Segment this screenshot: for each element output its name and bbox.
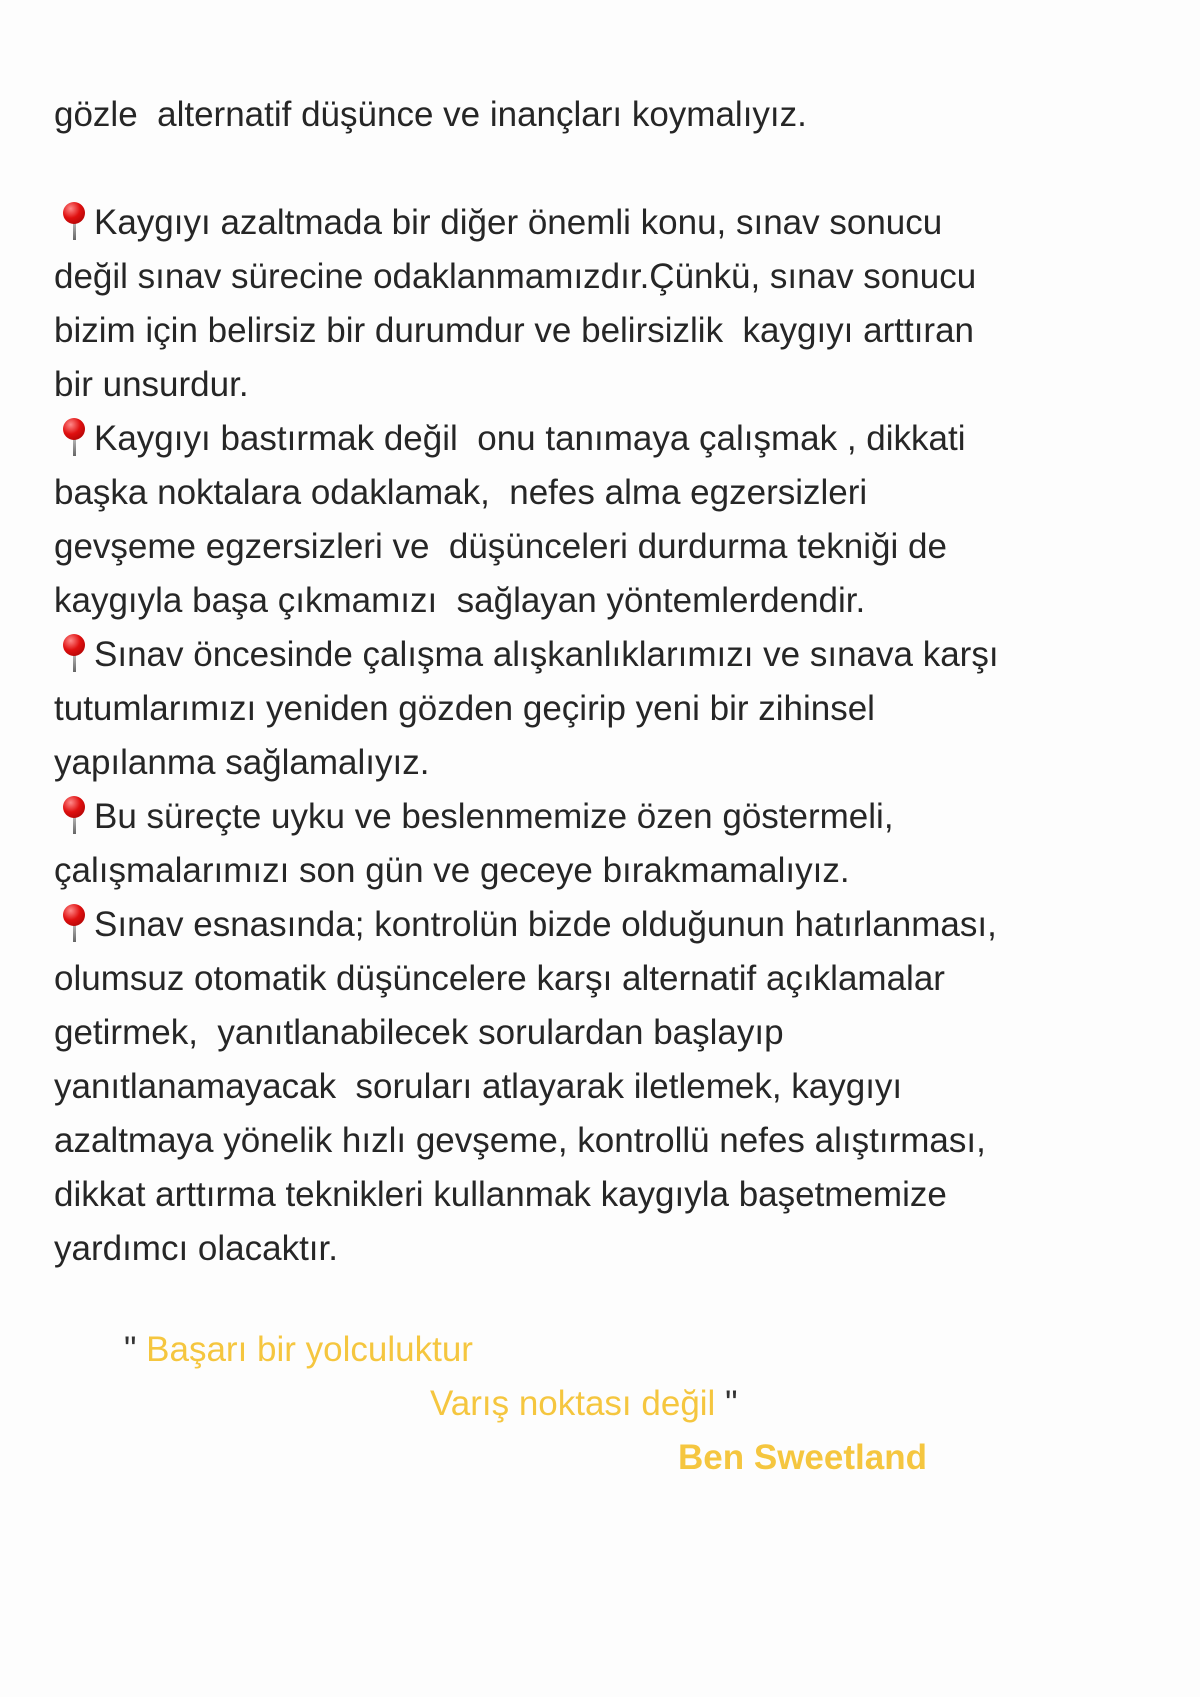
pushpin-icon [54,416,94,456]
text-line [54,736,1174,790]
text-line [54,682,1174,736]
line-text: yanıtlanamayacak soruları atlayarak iletlemek, kaygıyı [54,1067,903,1106]
pushpin-icon [54,902,94,942]
line-text: yapılanma sağlamalıyız. [54,743,430,782]
paragraph [54,88,1174,142]
paragraph [54,628,1174,790]
text-line [54,520,1174,574]
line-text: getirmek, yanıtlanabilecek sorulardan başlayıp [54,1013,784,1052]
line-text: olumsuz otomatik düşüncelere karşı alternatif açıklamalar [54,959,945,998]
quote-text-1: Başarı bir yolculuktur [146,1330,473,1369]
line-text: çalışmalarımızı son gün ve geceye bırakmamalıyız. [54,851,850,890]
line-text: dikkat arttırma teknikleri kullanmak kaygıyla başetmemize [54,1175,947,1214]
quote-text-2: Varış noktası değil [430,1384,716,1423]
text-line [54,898,1174,952]
line-text: değil sınav sürecine odaklanmamızdır.Çünkü, sınav sonucu [54,257,977,296]
document-body [54,88,1174,1276]
line-text: Bu süreçte uyku ve beslenmemize özen göstermeli, [94,797,894,836]
line-text: başka noktalara odaklamak, nefes alma egzersizleri [54,473,868,512]
line-text: azaltmaya yönelik hızlı gevşeme, kontrollü nefes alıştırması, [54,1121,986,1160]
text-line [54,1168,1174,1222]
line-text: Kaygıyı azaltmada bir diğer önemli konu, sınav sonucu [94,203,943,242]
text-line [54,88,1174,142]
text-line [54,412,1174,466]
line-text: bir unsurdur. [54,365,249,404]
text-line [54,844,1174,898]
text-line [54,250,1174,304]
text-line [54,196,1174,250]
text-line [54,358,1174,412]
line-text: Sınav esnasında; kontrolün bizde olduğunun hatırlanması, [94,905,997,944]
paragraph [54,898,1174,1276]
text-line [54,628,1174,682]
line-text: Sınav öncesinde çalışma alışkanlıklarımızı ve sınava karşı [94,635,999,674]
quote-close-mark: " [715,1384,738,1423]
line-text: gevşeme egzersizleri ve düşünceleri durdurma tekniği de [54,527,947,566]
text-line [54,952,1174,1006]
text-line [54,1006,1174,1060]
line-text: bizim için belirsiz bir durumdur ve belirsizlik kaygıyı arttıran [54,311,974,350]
line-text: tutumlarımızı yeniden gözden geçirip yeni bir zihinsel [54,689,875,728]
quote-author: Ben Sweetland [678,1438,927,1477]
text-line [54,1114,1174,1168]
text-line [54,142,1174,196]
pushpin-icon [54,200,94,240]
text-line [54,1060,1174,1114]
pushpin-icon [54,794,94,834]
line-text: yardımcı olacaktır. [54,1229,338,1268]
text-line [54,790,1174,844]
paragraph [54,196,1174,412]
text-line [54,574,1174,628]
quote-open-mark: " [124,1330,147,1369]
paragraph [54,142,1174,196]
pushpin-icon [54,632,94,672]
text-line [54,466,1174,520]
quote-line-2 [430,1384,738,1424]
text-line [54,1222,1174,1276]
line-text: gözle alternatif düşünce ve inançları koymalıyız. [54,95,807,134]
text-line [54,304,1174,358]
paragraph [54,790,1174,898]
line-text: Kaygıyı bastırmak değil onu tanımaya çalışmak , dikkati [94,419,966,458]
line-text: kaygıyla başa çıkmamızı sağlayan yöntemlerdendir. [54,581,866,620]
quote-line-1 [124,1330,473,1370]
paragraph [54,412,1174,628]
